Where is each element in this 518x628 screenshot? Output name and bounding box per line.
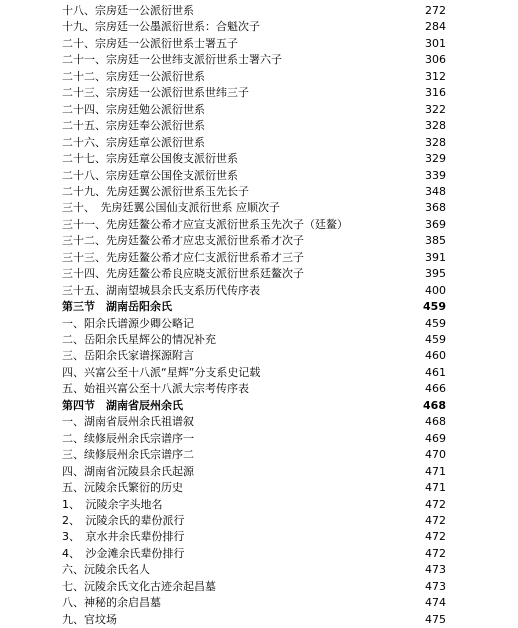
toc-entry-title: 七、沅陵余氏文化古迹余起昌墓 bbox=[62, 579, 216, 593]
toc-entry-page-number: 468 bbox=[423, 398, 446, 412]
toc-entry-title: 三十、 先房廷翼公国仙支派衍世系 应顺次子 bbox=[62, 201, 280, 215]
toc-entry-page-number: 468 bbox=[425, 415, 446, 429]
toc-entry-title: 三十二、先房廷鳌公希才应忠支派衍世系希才次子 bbox=[62, 234, 304, 248]
toc-entry bbox=[0, 68, 518, 85]
toc-entry-title: 十九、宗房廷一公墨派衍世系：合魁次子 bbox=[62, 20, 260, 34]
toc-entry bbox=[0, 413, 518, 430]
toc-entry-title: 二、续修辰州余氏宗谱序一 bbox=[62, 431, 194, 445]
toc-entry-page-number: 459 bbox=[423, 300, 446, 314]
toc-entry bbox=[0, 216, 518, 233]
toc-entry bbox=[0, 430, 518, 447]
toc-entry-page-number: 469 bbox=[425, 431, 446, 445]
toc-entry bbox=[0, 446, 518, 463]
toc-entry-page-number: 348 bbox=[425, 184, 446, 198]
toc-entry-title: 八、神秘的余启昌墓 bbox=[62, 596, 161, 610]
toc-entry bbox=[0, 331, 518, 348]
toc-entry bbox=[0, 512, 518, 529]
toc-entry-title: 二十七、宗房廷章公国俊支派衍世系 bbox=[62, 152, 238, 166]
toc-entry-page-number: 459 bbox=[425, 316, 446, 330]
toc-entry-page-number: 395 bbox=[425, 267, 446, 281]
toc-entry bbox=[0, 380, 518, 397]
toc-entry bbox=[0, 265, 518, 282]
toc-entry-title: 四、兴富公至十八派“星辉”分支系史记载 bbox=[62, 365, 261, 379]
toc-entry-title: 二十二、宗房廷一公派衍世系 bbox=[62, 69, 205, 83]
toc-entry bbox=[0, 84, 518, 101]
toc-entry-title: 五、沅陵余氏繁衍的历史 bbox=[62, 481, 183, 495]
toc-entry-page-number: 472 bbox=[425, 497, 446, 511]
toc-entry-page-number: 400 bbox=[425, 283, 446, 297]
toc-entry bbox=[0, 561, 518, 578]
toc-entry-page-number: 328 bbox=[425, 119, 446, 133]
toc-entry-title: 3、 京水井余氏辈份排行 bbox=[62, 530, 185, 544]
toc-entry-page-number: 329 bbox=[425, 152, 446, 166]
toc-entry-page-number: 460 bbox=[425, 349, 446, 363]
toc-entry bbox=[0, 315, 518, 332]
toc-entry bbox=[0, 528, 518, 545]
toc-entry-page-number: 391 bbox=[425, 250, 446, 264]
toc-entry-page-number: 473 bbox=[425, 579, 446, 593]
toc-entry bbox=[0, 479, 518, 496]
toc-entry bbox=[0, 51, 518, 68]
toc-entry-title: 第三节 湖南岳阳余氏 bbox=[62, 300, 172, 314]
toc-entry-title: 二、岳阳余氏星辉公的情况补充 bbox=[62, 333, 216, 346]
toc-entry-page-number: 385 bbox=[425, 234, 446, 248]
toc-entry-title: 三、续修辰州余氏宗谱序二 bbox=[62, 448, 194, 462]
toc-entry bbox=[0, 134, 518, 151]
toc-entry bbox=[0, 463, 518, 480]
toc-entry bbox=[0, 578, 518, 595]
toc-entry-title: 二十三、宗房廷一公派衍世系世纬三子 bbox=[62, 86, 249, 100]
toc-entry bbox=[0, 101, 518, 118]
toc-section-heading bbox=[0, 397, 518, 414]
toc-entry bbox=[0, 183, 518, 200]
toc-section-heading bbox=[0, 298, 518, 315]
toc-entry-page-number: 471 bbox=[425, 481, 446, 495]
toc-entry-title: 三、岳阳余氏家谱探源附言 bbox=[62, 349, 194, 363]
toc-entry-page-number: 328 bbox=[425, 135, 446, 149]
toc-entry-page-number: 316 bbox=[425, 86, 446, 100]
toc-entry-title: 一、阳余氏谱源少卿公略记 bbox=[62, 316, 194, 330]
toc-entry-title: 六、沅陵余氏名人 bbox=[62, 563, 150, 577]
toc-entry-page-number: 368 bbox=[425, 201, 446, 215]
toc-entry-title: 四、湖南省沅陵县余氏起源 bbox=[62, 464, 194, 478]
toc-entry-title: 4、 沙金滩余氏辈份排行 bbox=[62, 546, 185, 560]
toc-entry-title: 1、 沅陵余字头地名 bbox=[62, 497, 163, 511]
toc-entry-page-number: 461 bbox=[425, 365, 446, 379]
toc-entry bbox=[0, 150, 518, 167]
toc-entry-page-number: 472 bbox=[425, 530, 446, 544]
toc-entry-page-number: 339 bbox=[425, 168, 446, 182]
toc-entry-title: 三十四、先房廷鳌公希良应晓支派衍世系廷鳌次子 bbox=[62, 267, 304, 281]
toc-entry bbox=[0, 347, 518, 364]
toc-entry bbox=[0, 496, 518, 513]
toc-entry-title: 2、 沅陵余氏的辈份派行 bbox=[62, 513, 185, 527]
toc-entry-page-number: 470 bbox=[425, 448, 446, 462]
toc-entry bbox=[0, 2, 518, 19]
toc-entry-title: 十八、宗房廷一公派衍世系 bbox=[62, 4, 194, 17]
toc-entry-title: 三十五、湖南望城县余氏支系历代传序表 bbox=[62, 283, 260, 297]
toc-entry-page-number: 272 bbox=[425, 4, 446, 17]
toc-entry-title: 二十九、先房廷翼公派衍世系玉先长子 bbox=[62, 184, 249, 198]
toc-entry bbox=[0, 249, 518, 266]
toc-entry-page-number: 306 bbox=[425, 53, 446, 67]
toc-entry-page-number: 322 bbox=[425, 102, 446, 116]
toc-entry-title: 三十一、先房廷鳌公希才应宣支派衍世系玉先次子（廷鳌） bbox=[62, 217, 348, 231]
toc-entry-page-number: 466 bbox=[425, 382, 446, 396]
toc-entry bbox=[0, 167, 518, 184]
toc-entry-page-number: 459 bbox=[425, 333, 446, 346]
toc-entry-page-number: 312 bbox=[425, 69, 446, 83]
toc-entry-title: 二十八、宗房廷章公国佺支派衍世系 bbox=[62, 168, 238, 182]
toc-entry-page-number: 369 bbox=[425, 217, 446, 231]
toc-entry-title: 五、始祖兴富公至十八派大宗考传序表 bbox=[62, 382, 249, 396]
toc-entry-title: 一、湖南省辰州余氏祖谱叙 bbox=[62, 415, 194, 429]
toc-entry-title: 二十四、宗房廷勉公派衍世系 bbox=[62, 102, 205, 116]
toc-entry bbox=[0, 364, 518, 381]
toc-entry-title: 二十、宗房廷一公派衍世系士署五子 bbox=[62, 36, 238, 50]
toc-entry-page-number: 301 bbox=[425, 36, 446, 50]
toc-entry-page-number: 284 bbox=[425, 20, 446, 34]
toc-entry-page-number: 472 bbox=[425, 513, 446, 527]
toc-entry bbox=[0, 594, 518, 611]
toc-entry-page-number: 475 bbox=[425, 612, 446, 626]
toc-entry-title: 三十三、先房廷鳌公希才应仁支派衍世系希才三子 bbox=[62, 250, 304, 264]
toc-entry bbox=[0, 18, 518, 35]
toc-entry bbox=[0, 117, 518, 134]
toc-entry bbox=[0, 232, 518, 249]
toc-entry-title: 二十一、宗房廷一公世纬支派衍世系士署六子 bbox=[62, 53, 282, 67]
toc-entry-page-number: 474 bbox=[425, 596, 446, 610]
toc-entry-title: 第四节 湖南省辰州余氏 bbox=[62, 398, 183, 412]
toc-entry-page-number: 473 bbox=[425, 563, 446, 577]
toc-entry bbox=[0, 282, 518, 299]
toc-entry-page-number: 472 bbox=[425, 546, 446, 560]
toc-entry-page-number: 471 bbox=[425, 464, 446, 478]
toc-entry bbox=[0, 35, 518, 52]
toc-entry bbox=[0, 611, 518, 628]
toc-entry bbox=[0, 545, 518, 562]
toc-entry-title: 九、官坟场 bbox=[62, 612, 117, 626]
toc-entry bbox=[0, 199, 518, 216]
toc-entry-title: 二十六、宗房廷章公派衍世系 bbox=[62, 135, 205, 149]
toc-entry-title: 二十五、宗房廷奉公派衍世系 bbox=[62, 119, 205, 133]
